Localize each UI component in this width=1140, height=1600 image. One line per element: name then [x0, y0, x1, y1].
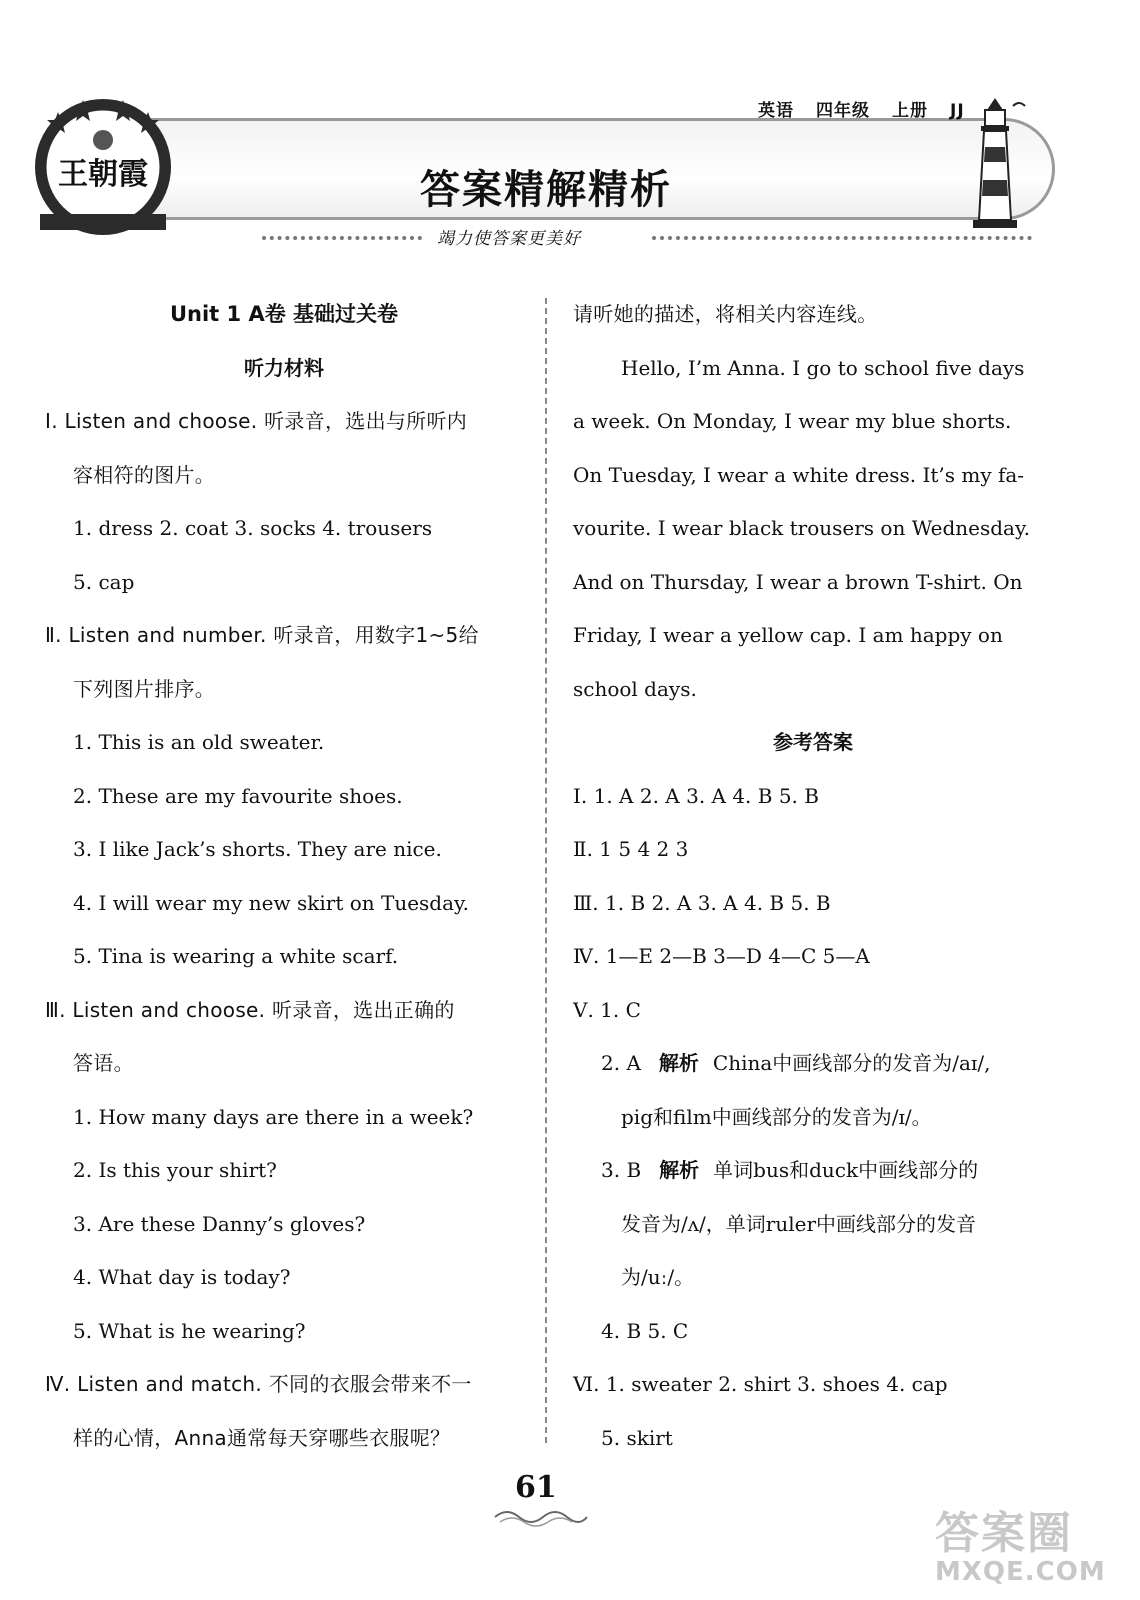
passage-line: Friday, I wear a yellow cap. I am happy on — [573, 623, 1003, 647]
dotted-rule-right — [652, 236, 1032, 240]
q1-items-cont: 5. cap — [73, 569, 135, 594]
q2-item: 1. This is an old sweater. — [73, 730, 325, 754]
passage-line: Hello, I’m Anna. I go to school five days — [621, 355, 1025, 380]
q1-heading: Ⅰ. Listen and choose. 听录音，选出与所听内 — [45, 409, 468, 433]
passage-line: On Tuesday, I wear a white dress. It’s my fa- — [573, 462, 1025, 487]
answer-5-2 — [573, 1037, 1053, 1091]
page-number: 61 — [515, 1470, 557, 1505]
answer-5-3-num: 3. B — [601, 1158, 642, 1182]
q3-item: 3. Are these Danny’s gloves? — [73, 1211, 366, 1236]
wave-ornament-icon — [490, 1505, 590, 1527]
answer-4: Ⅳ. 1—E 2—B 3—D 4—C 5—A — [573, 944, 870, 968]
answer-5-2-cont: pig和film中画线部分的发音为/ɪ/。 — [621, 1104, 932, 1129]
q3-item: 4. What day is today? — [73, 1265, 291, 1289]
brand-logo — [28, 92, 178, 242]
q2-item: 5. Tina is wearing a white scarf. — [73, 944, 399, 968]
lighthouse-icon — [955, 92, 1035, 232]
unit-title: Unit 1 A卷 基础过关卷 — [169, 302, 399, 326]
answer-5-2-num: 2. A — [601, 1051, 641, 1075]
column-divider — [545, 298, 547, 1443]
q3-heading: Ⅲ. Listen and choose. 听录音，选出正确的 — [45, 997, 455, 1022]
dotted-rule-left — [262, 236, 422, 240]
answer-2: Ⅱ. 1 5 4 2 3 — [573, 837, 689, 861]
answer-6: Ⅵ. 1. sweater 2. shirt 3. shoes 4. cap — [573, 1372, 948, 1396]
page-title: 答案精解精析 — [420, 167, 672, 213]
grade: 四年级 — [816, 101, 870, 121]
q1-heading-cont: 容相符的图片。 — [73, 462, 216, 487]
analysis-label: 解析 — [659, 1158, 700, 1182]
analysis-label: 解析 — [658, 1051, 699, 1075]
passage-line: school days. — [573, 676, 697, 701]
subject-line — [758, 96, 987, 121]
answer-3: Ⅲ. 1. B 2. A 3. A 4. B 5. B — [573, 890, 831, 915]
q2-item: 4. I will wear my new skirt on Tuesday. — [73, 890, 470, 915]
page-header — [0, 0, 1140, 270]
answer-5-3-cont2: 为/uː/。 — [621, 1265, 695, 1289]
watermark-top: 答案圈 — [935, 1508, 1073, 1559]
right-column — [573, 288, 1053, 1465]
watermark — [935, 1510, 1125, 1590]
logo-text: 王朝霞 — [58, 157, 148, 192]
q1-items: 1. dress 2. coat 3. socks 4. trousers — [73, 516, 433, 540]
q3-item: 5. What is he wearing? — [73, 1318, 306, 1343]
q3-item: 2. Is this your shirt? — [73, 1158, 277, 1182]
edition: JJ — [950, 101, 965, 121]
q4-heading-cont: 样的心情，Anna通常每天穿哪些衣服呢？ — [73, 1425, 451, 1450]
slogan: 竭力使答案更美好 — [437, 229, 581, 249]
q2-item: 2. These are my favourite shoes. — [73, 783, 403, 808]
slogan-bar — [262, 224, 1032, 248]
answer-5-3 — [573, 1144, 1053, 1198]
answer-5-3-text: 单词bus和duck中画线部分的 — [713, 1158, 979, 1182]
passage-line: vourite. I wear black trousers on Wednesday. — [573, 516, 1030, 540]
volume: 上册 — [892, 101, 928, 121]
answer-5-45: 4. B 5. C — [601, 1318, 689, 1343]
q3-item: 1. How many days are there in a week? — [73, 1104, 474, 1129]
q2-heading-cont: 下列图片排序。 — [73, 676, 216, 701]
q3-heading-cont: 答语。 — [73, 1051, 134, 1075]
q4-heading-cont2: 请听她的描述，将相关内容连线。 — [573, 302, 878, 326]
watermark-bottom: MXQE.COM — [935, 1557, 1106, 1587]
answers-title: 参考答案 — [773, 730, 853, 754]
q2-item: 3. I like Jack’s shorts. They are nice. — [73, 837, 442, 861]
listening-title: 听力材料 — [244, 355, 324, 380]
passage-line: And on Thursday, I wear a brown T-shirt. On — [573, 569, 1023, 594]
answer-5-1: Ⅴ. 1. C — [573, 997, 641, 1022]
q2-heading: Ⅱ. Listen and number. 听录音，用数字1~5给 — [45, 623, 479, 647]
answer-1: Ⅰ. 1. A 2. A 3. A 4. B 5. B — [573, 783, 819, 808]
passage-line: a week. On Monday, I wear my blue shorts. — [573, 409, 1012, 433]
answer-5-2-text: China中画线部分的发音为/aɪ/, — [712, 1051, 991, 1075]
answer-5-3-cont: 发音为/ʌ/，单词ruler中画线部分的发音 — [621, 1211, 977, 1236]
q4-heading: Ⅳ. Listen and match. 不同的衣服会带来不一 — [45, 1372, 472, 1396]
left-column — [45, 288, 523, 1465]
subject: 英语 — [758, 101, 794, 121]
answer-6-cont: 5. skirt — [601, 1425, 673, 1450]
